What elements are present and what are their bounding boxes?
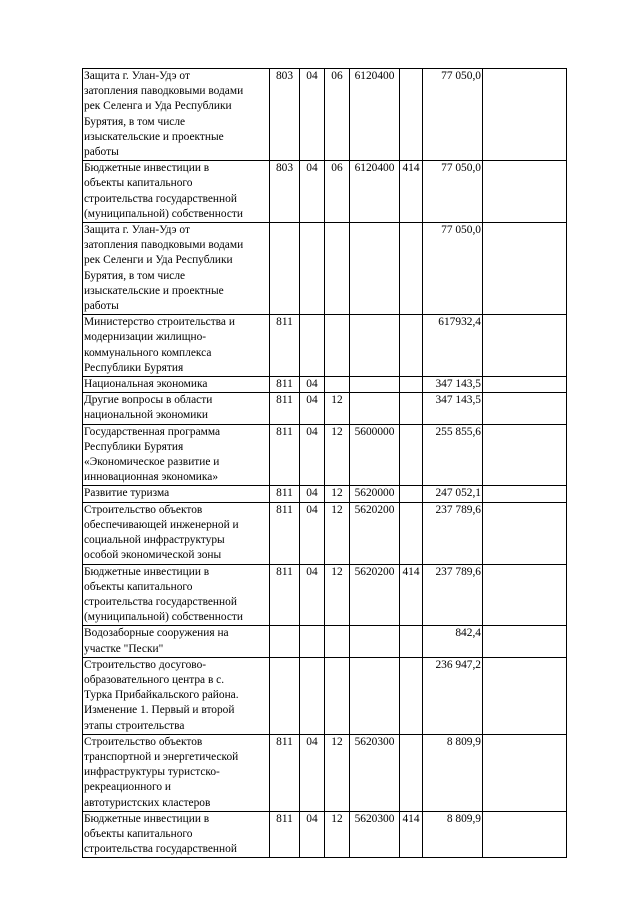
extra-cell	[483, 223, 567, 315]
extra-cell	[483, 377, 567, 393]
target-article-cell: 5600000	[350, 424, 400, 486]
target-article-cell: 6120400	[350, 69, 400, 161]
table-row	[83, 393, 567, 424]
subsection-code-cell: 12	[325, 393, 350, 424]
admin-code-cell: 811	[270, 734, 300, 811]
extra-cell	[483, 502, 567, 564]
admin-code-cell: 803	[270, 161, 300, 223]
row-name-cell: Государственная программа Республики Бурятия «Экономическое развитие и инновационная экономика»	[83, 424, 270, 486]
extra-cell	[483, 564, 567, 626]
expense-type-cell	[400, 486, 423, 502]
extra-cell	[483, 161, 567, 223]
extra-cell	[483, 657, 567, 734]
section-code-cell: 04	[300, 486, 325, 502]
expense-type-cell: 414	[400, 564, 423, 626]
table-row	[83, 564, 567, 626]
target-article-cell	[350, 223, 400, 315]
table-row	[83, 626, 567, 657]
expense-type-cell	[400, 393, 423, 424]
table-row	[83, 69, 567, 161]
row-name-cell: Развитие туризма	[83, 486, 270, 502]
section-code-cell: 04	[300, 69, 325, 161]
amount-cell: 255 855,6	[423, 424, 483, 486]
target-article-cell: 6120400	[350, 161, 400, 223]
target-article-cell: 5620300	[350, 734, 400, 811]
amount-cell: 842,4	[423, 626, 483, 657]
section-code-cell	[300, 626, 325, 657]
target-article-cell	[350, 626, 400, 657]
row-name-cell: Бюджетные инвестиции в объекты капитального строительства государственной (муниципальной) собственности	[83, 161, 270, 223]
target-article-cell: 5620200	[350, 502, 400, 564]
subsection-code-cell	[325, 377, 350, 393]
amount-cell: 8 809,9	[423, 811, 483, 858]
subsection-code-cell: 12	[325, 486, 350, 502]
expense-type-cell	[400, 377, 423, 393]
admin-code-cell: 811	[270, 393, 300, 424]
target-article-cell: 5620000	[350, 486, 400, 502]
extra-cell	[483, 626, 567, 657]
admin-code-cell	[270, 657, 300, 734]
extra-cell	[483, 734, 567, 811]
expense-type-cell	[400, 69, 423, 161]
row-name-cell: Строительство досугово- образовательного центра в с. Турка Прибайкальского района. Изменение 1. Первый и второй этапы строительства	[83, 657, 270, 734]
section-code-cell: 04	[300, 377, 325, 393]
subsection-code-cell: 12	[325, 564, 350, 626]
subsection-code-cell: 12	[325, 424, 350, 486]
extra-cell	[483, 69, 567, 161]
row-name-cell: Защита г. Улан-Удэ от затопления паводковыми водами рек Селенга и Уда Республики Бурятия, в том числе изыскательские и проектные работы	[83, 69, 270, 161]
subsection-code-cell: 06	[325, 69, 350, 161]
amount-cell: 237 789,6	[423, 564, 483, 626]
budget-table	[82, 68, 567, 858]
table-row	[83, 315, 567, 377]
subsection-code-cell	[325, 315, 350, 377]
section-code-cell: 04	[300, 502, 325, 564]
section-code-cell	[300, 315, 325, 377]
budget-table-body	[83, 69, 567, 858]
admin-code-cell: 803	[270, 69, 300, 161]
section-code-cell	[300, 223, 325, 315]
target-article-cell	[350, 657, 400, 734]
section-code-cell: 04	[300, 811, 325, 858]
subsection-code-cell: 12	[325, 502, 350, 564]
admin-code-cell: 811	[270, 315, 300, 377]
extra-cell	[483, 486, 567, 502]
expense-type-cell: 414	[400, 811, 423, 858]
admin-code-cell: 811	[270, 564, 300, 626]
expense-type-cell	[400, 626, 423, 657]
section-code-cell: 04	[300, 424, 325, 486]
admin-code-cell: 811	[270, 486, 300, 502]
extra-cell	[483, 424, 567, 486]
target-article-cell: 5620300	[350, 811, 400, 858]
row-name-cell: Другие вопросы в области национальной экономики	[83, 393, 270, 424]
row-name-cell: Строительство объектов обеспечивающей инженерной и социальной инфраструктуры особой экономической зоны	[83, 502, 270, 564]
extra-cell	[483, 811, 567, 858]
section-code-cell: 04	[300, 734, 325, 811]
subsection-code-cell: 06	[325, 161, 350, 223]
amount-cell: 8 809,9	[423, 734, 483, 811]
row-name-cell: Водозаборные сооружения на участке "Пески"	[83, 626, 270, 657]
expense-type-cell	[400, 223, 423, 315]
table-row	[83, 657, 567, 734]
amount-cell: 237 789,6	[423, 502, 483, 564]
expense-type-cell	[400, 657, 423, 734]
expense-type-cell	[400, 734, 423, 811]
amount-cell: 77 050,0	[423, 69, 483, 161]
section-code-cell: 04	[300, 161, 325, 223]
table-row	[83, 377, 567, 393]
amount-cell: 77 050,0	[423, 161, 483, 223]
subsection-code-cell: 12	[325, 734, 350, 811]
subsection-code-cell	[325, 626, 350, 657]
amount-cell: 617932,4	[423, 315, 483, 377]
section-code-cell: 04	[300, 564, 325, 626]
amount-cell: 347 143,5	[423, 393, 483, 424]
amount-cell: 247 052,1	[423, 486, 483, 502]
table-row	[83, 811, 567, 858]
subsection-code-cell: 12	[325, 811, 350, 858]
expense-type-cell	[400, 502, 423, 564]
row-name-cell: Бюджетные инвестиции в объекты капитального строительства государственной (муниципальной) собственности	[83, 564, 270, 626]
target-article-cell: 5620200	[350, 564, 400, 626]
target-article-cell	[350, 315, 400, 377]
table-row	[83, 223, 567, 315]
expense-type-cell	[400, 315, 423, 377]
admin-code-cell: 811	[270, 377, 300, 393]
table-row	[83, 424, 567, 486]
target-article-cell	[350, 393, 400, 424]
admin-code-cell: 811	[270, 502, 300, 564]
row-name-cell: Министерство строительства и модернизации жилищно- коммунального комплекса Республики Бурятия	[83, 315, 270, 377]
subsection-code-cell	[325, 657, 350, 734]
expense-type-cell	[400, 424, 423, 486]
row-name-cell: Бюджетные инвестиции в объекты капитального строительства государственной	[83, 811, 270, 858]
table-row	[83, 502, 567, 564]
section-code-cell: 04	[300, 393, 325, 424]
table-row	[83, 734, 567, 811]
admin-code-cell	[270, 626, 300, 657]
row-name-cell: Строительство объектов транспортной и энергетической инфраструктуры туристско- рекреационного и автотуристских кластеров	[83, 734, 270, 811]
expense-type-cell: 414	[400, 161, 423, 223]
table-row	[83, 486, 567, 502]
section-code-cell	[300, 657, 325, 734]
amount-cell: 236 947,2	[423, 657, 483, 734]
row-name-cell: Защита г. Улан-Удэ от затопления паводковыми водами рек Селенги и Уда Республики Бурятия, в том числе изыскательские и проектные работы	[83, 223, 270, 315]
admin-code-cell: 811	[270, 424, 300, 486]
amount-cell: 77 050,0	[423, 223, 483, 315]
admin-code-cell: 811	[270, 811, 300, 858]
row-name-cell: Национальная экономика	[83, 377, 270, 393]
extra-cell	[483, 393, 567, 424]
admin-code-cell	[270, 223, 300, 315]
table-row	[83, 161, 567, 223]
subsection-code-cell	[325, 223, 350, 315]
extra-cell	[483, 315, 567, 377]
amount-cell: 347 143,5	[423, 377, 483, 393]
target-article-cell	[350, 377, 400, 393]
